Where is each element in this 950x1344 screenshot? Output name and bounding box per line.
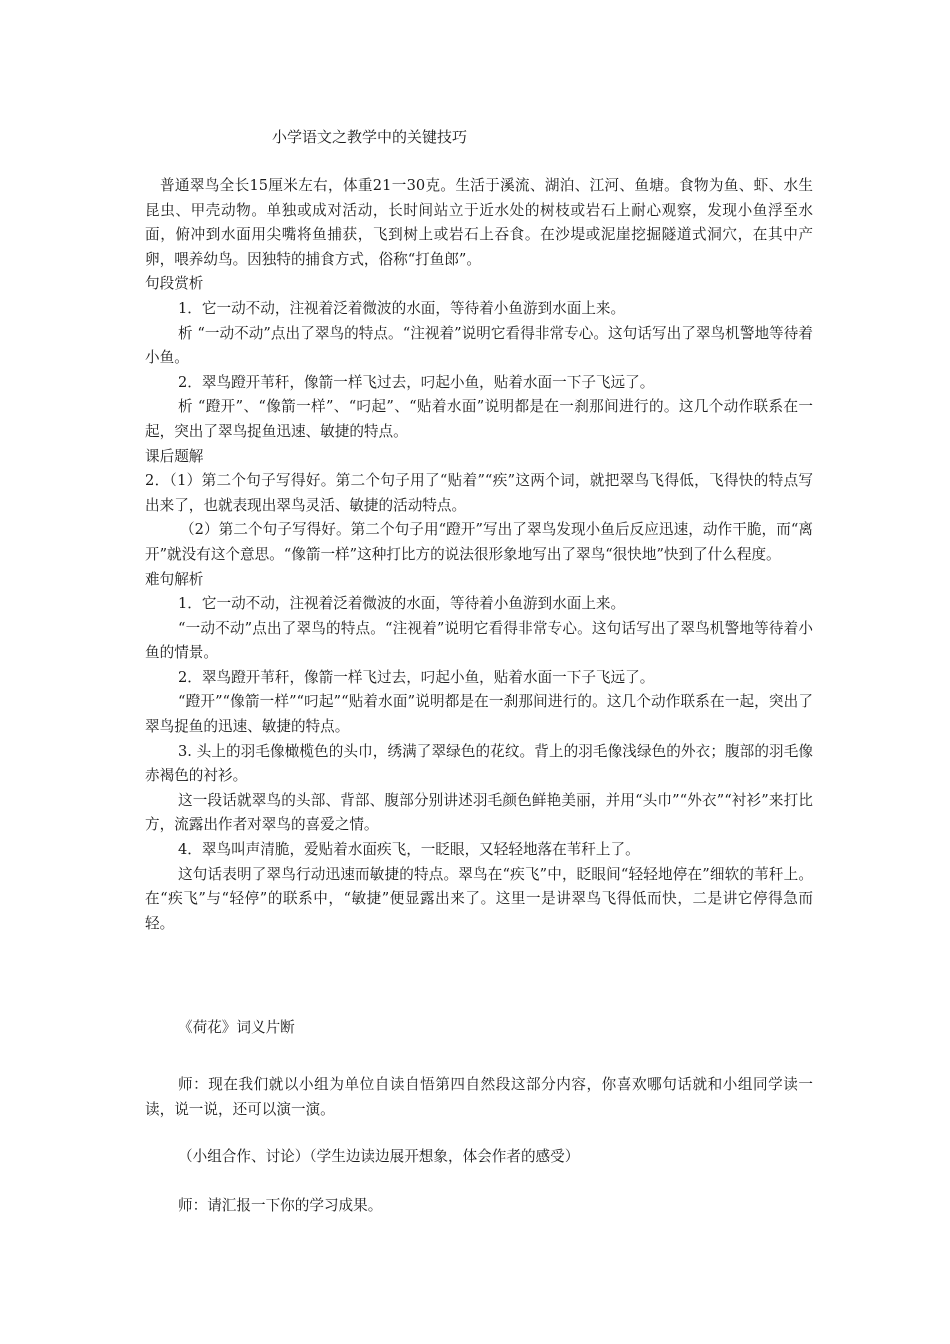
exercise-answer-2: （2）第二个句子写得好。第二个句子用“蹬开”写出了翠鸟发现小鱼后反应迅速，动作干脆，而“离开”就没有这个意思。“像箭一样”这种打比方的说法很形象地写出了翠鸟“很快地”快到了什么程度。: [145, 521, 813, 563]
analysis-sentence-1: 1．它一动不动，注视着泛着微波的水面，等待着小鱼游到水面上来。: [178, 299, 626, 317]
section-heading-difficult: 难句解析: [145, 570, 204, 588]
section-heading-exercises: 课后题解: [145, 447, 204, 465]
lotus-teacher-request: 师：请汇报一下你的学习成果。: [178, 1197, 383, 1214]
difficult-sentence-1: 1．它一动不动，注视着泛着微波的水面，等待着小鱼游到水面上来。: [178, 595, 626, 613]
difficult-sentence-2: 2．翠鸟蹬开苇秆，像箭一样飞过去，叼起小鱼，贴着水面一下子飞远了。: [178, 668, 655, 686]
exercise-answer-1: 2．（1）第二个句子写得好。第二个句子用了“贴着”“疾”这两个词，就把翠鸟飞得低，飞得快的特点写出来了，也就表现出翠鸟灵活、敏捷的活动特点。: [145, 472, 813, 514]
difficult-note-2: “蹬开”“像箭一样”“叼起”“贴着水面”说明都是在一刹那间进行的。这几个动作联系在一起，突出了翠鸟捉鱼的迅速、敏捷的特点。: [145, 693, 813, 736]
difficult-note-3: 这一段话就翠鸟的头部、背部、腹部分别讲述羽毛颜色鲜艳美丽，并用“头巾”“外衣”“衬衫”来打比方，流露出作者对翠鸟的喜爱之情。: [145, 791, 813, 834]
lotus-heading: 《荷花》词义片断: [178, 1019, 295, 1036]
section-heading-analysis: 句段赏析: [145, 275, 204, 293]
lotus-group-activity: （小组合作、讨论）（学生边读边展开想象，体会作者的感受）: [178, 1148, 580, 1165]
difficult-note-1: “一动不动”点出了翠鸟的特点。“注视着”说明它看得非常专心。这句话写出了翠鸟机警地等待着小鱼的情景。: [145, 619, 813, 662]
difficult-note-4: 这句话表明了翠鸟行动迅速而敏捷的特点。翠鸟在“疾飞”中，眨眼间“轻轻地停在”细软的苇秆上。在“疾飞”与“轻停”的联系中，“敏捷”便显露出来了。这里一是讲翠鸟飞得低而快，二是讲它停得急而轻。: [145, 865, 813, 932]
difficult-sentence-4: 4．翠鸟叫声清脆，爱贴着水面疾飞，一眨眼，又轻轻地落在苇秆上了。: [178, 841, 640, 859]
analysis-sentence-2: 2．翠鸟蹬开苇秆，像箭一样飞过去，叼起小鱼，贴着水面一下子飞远了。: [178, 373, 655, 391]
lotus-teacher-prompt: 师：现在我们就以小组为单位自读自悟第四自然段这部分内容，你喜欢哪句话就和小组同学读一读，说一说，还可以演一演。: [145, 1076, 813, 1118]
analysis-note-1: 析 “一动不动”点出了翠鸟的特点。“注视着”说明它看得非常专心。这句话写出了翠鸟机警地等待着小鱼。: [145, 324, 813, 367]
document-title: 小学语文之教学中的关键技巧: [272, 128, 468, 146]
difficult-sentence-3: 3. 头上的羽毛像橄榄色的头巾，绣满了翠绿色的花纹。背上的羽毛像浅绿色的外衣；腹部的羽毛像赤褐色的衬衫。: [145, 742, 813, 785]
document-body: [145, 174, 813, 936]
intro-paragraph: 普通翠鸟全长15厘米左右，体重21一30克。生活于溪流、湖泊、江河、鱼塘。食物为鱼、虾、水生昆虫、甲壳动物。单独或成对活动，长时间站立于近水处的树枝或岩石上耐心观察，发现小鱼浮至水面，俯冲到水面用尖嘴将鱼捕获，飞到树上或岩石上吞食。在沙堤或泥崖挖掘隧道式洞穴，在其中产卵，喂养幼鸟。因独特的捕食方式，俗称“打鱼郎”。: [145, 177, 813, 268]
analysis-note-2: 析 “蹬开”、“像箭一样”、“叼起”、“贴着水面”说明都是在一刹那间进行的。这几个动作联系在一起，突出了翠鸟捉鱼迅速、敏捷的特点。: [145, 398, 813, 440]
